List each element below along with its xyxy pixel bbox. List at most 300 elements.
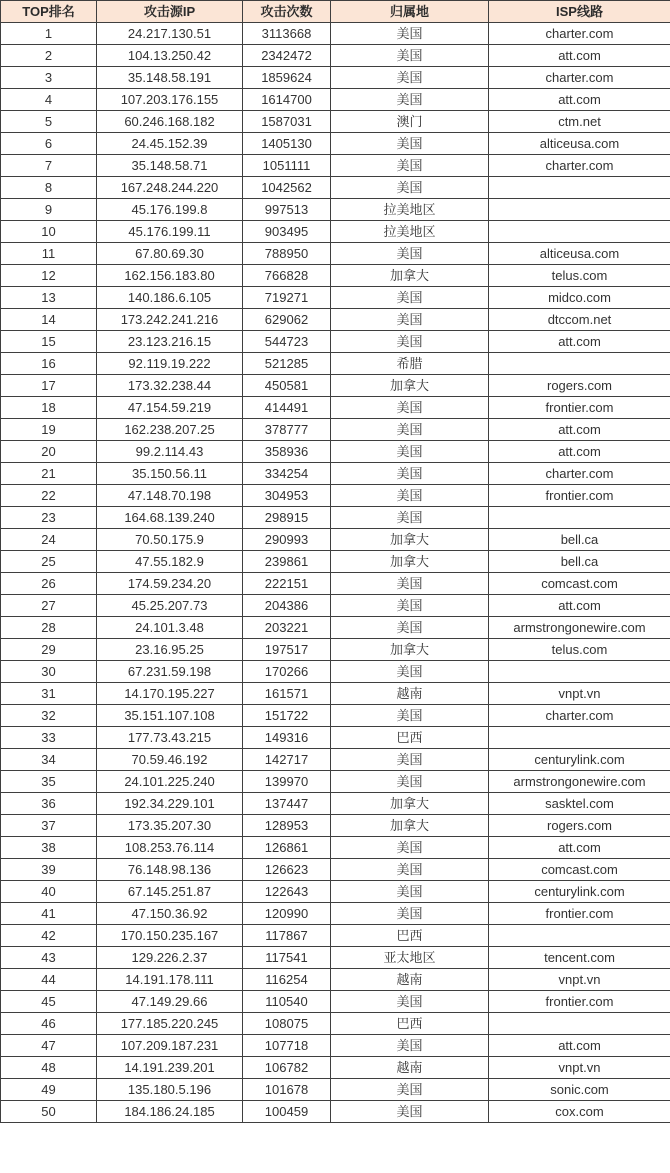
cell-ip: 108.253.76.114 [97, 837, 243, 859]
table-row [1, 529, 670, 551]
cell-count: 151722 [243, 705, 331, 727]
cell-isp [489, 177, 670, 199]
table-row [1, 859, 670, 881]
cell-region: 美国 [331, 441, 489, 463]
cell-isp: att.com [489, 45, 670, 67]
table-row [1, 661, 670, 683]
cell-ip: 174.59.234.20 [97, 573, 243, 595]
cell-rank: 14 [1, 309, 97, 331]
cell-rank: 21 [1, 463, 97, 485]
header-row [1, 1, 670, 23]
cell-isp [489, 199, 670, 221]
cell-ip: 47.154.59.219 [97, 397, 243, 419]
cell-ip: 45.25.207.73 [97, 595, 243, 617]
cell-ip: 99.2.114.43 [97, 441, 243, 463]
cell-region: 越南 [331, 683, 489, 705]
cell-ip: 60.246.168.182 [97, 111, 243, 133]
cell-isp: charter.com [489, 23, 670, 45]
column-header-ip: 攻击源IP [97, 1, 243, 23]
cell-region: 美国 [331, 133, 489, 155]
cell-count: 128953 [243, 815, 331, 837]
table-row [1, 221, 670, 243]
cell-rank: 9 [1, 199, 97, 221]
cell-count: 142717 [243, 749, 331, 771]
table-row [1, 925, 670, 947]
cell-ip: 45.176.199.11 [97, 221, 243, 243]
table-row [1, 155, 670, 177]
cell-isp: centurylink.com [489, 749, 670, 771]
cell-rank: 26 [1, 573, 97, 595]
table-row [1, 639, 670, 661]
cell-isp: vnpt.vn [489, 1057, 670, 1079]
table-row [1, 309, 670, 331]
cell-ip: 107.209.187.231 [97, 1035, 243, 1057]
cell-rank: 12 [1, 265, 97, 287]
cell-ip: 67.145.251.87 [97, 881, 243, 903]
cell-region: 美国 [331, 331, 489, 353]
cell-isp: bell.ca [489, 551, 670, 573]
cell-ip: 14.170.195.227 [97, 683, 243, 705]
table-row [1, 749, 670, 771]
cell-rank: 49 [1, 1079, 97, 1101]
cell-count: 544723 [243, 331, 331, 353]
cell-rank: 17 [1, 375, 97, 397]
table-row [1, 837, 670, 859]
table-row [1, 1013, 670, 1035]
cell-ip: 45.176.199.8 [97, 199, 243, 221]
cell-ip: 23.16.95.25 [97, 639, 243, 661]
cell-ip: 47.149.29.66 [97, 991, 243, 1013]
cell-ip: 170.150.235.167 [97, 925, 243, 947]
cell-ip: 35.150.56.11 [97, 463, 243, 485]
table-row [1, 45, 670, 67]
cell-ip: 24.101.225.240 [97, 771, 243, 793]
table-row [1, 617, 670, 639]
cell-ip: 76.148.98.136 [97, 859, 243, 881]
cell-isp: att.com [489, 837, 670, 859]
cell-isp: vnpt.vn [489, 683, 670, 705]
cell-rank: 31 [1, 683, 97, 705]
cell-region: 加拿大 [331, 529, 489, 551]
cell-isp: telus.com [489, 265, 670, 287]
cell-ip: 35.151.107.108 [97, 705, 243, 727]
cell-rank: 43 [1, 947, 97, 969]
cell-isp: charter.com [489, 155, 670, 177]
cell-isp: comcast.com [489, 573, 670, 595]
cell-rank: 27 [1, 595, 97, 617]
cell-region: 美国 [331, 595, 489, 617]
cell-region: 加拿大 [331, 815, 489, 837]
cell-rank: 19 [1, 419, 97, 441]
column-header-isp: ISP线路 [489, 1, 670, 23]
cell-rank: 38 [1, 837, 97, 859]
cell-ip: 70.50.175.9 [97, 529, 243, 551]
cell-rank: 7 [1, 155, 97, 177]
cell-count: 290993 [243, 529, 331, 551]
cell-region: 美国 [331, 89, 489, 111]
cell-count: 304953 [243, 485, 331, 507]
cell-region: 美国 [331, 881, 489, 903]
cell-count: 122643 [243, 881, 331, 903]
cell-isp: armstrongonewire.com [489, 771, 670, 793]
cell-region: 加拿大 [331, 265, 489, 287]
cell-count: 197517 [243, 639, 331, 661]
cell-count: 450581 [243, 375, 331, 397]
cell-ip: 14.191.178.111 [97, 969, 243, 991]
cell-ip: 177.185.220.245 [97, 1013, 243, 1035]
cell-ip: 162.238.207.25 [97, 419, 243, 441]
cell-ip: 173.35.207.30 [97, 815, 243, 837]
cell-count: 222151 [243, 573, 331, 595]
cell-isp: att.com [489, 419, 670, 441]
cell-rank: 11 [1, 243, 97, 265]
cell-rank: 28 [1, 617, 97, 639]
table-row [1, 485, 670, 507]
table-row [1, 551, 670, 573]
table-row [1, 441, 670, 463]
cell-region: 美国 [331, 463, 489, 485]
cell-region: 美国 [331, 67, 489, 89]
cell-count: 719271 [243, 287, 331, 309]
cell-isp [489, 661, 670, 683]
cell-isp: bell.ca [489, 529, 670, 551]
table-row [1, 903, 670, 925]
cell-isp: frontier.com [489, 397, 670, 419]
table-row [1, 111, 670, 133]
cell-rank: 47 [1, 1035, 97, 1057]
table-row [1, 573, 670, 595]
cell-region: 美国 [331, 507, 489, 529]
cell-rank: 24 [1, 529, 97, 551]
cell-isp: centurylink.com [489, 881, 670, 903]
cell-ip: 164.68.139.240 [97, 507, 243, 529]
table-row [1, 1035, 670, 1057]
table-row [1, 947, 670, 969]
cell-ip: 107.203.176.155 [97, 89, 243, 111]
cell-rank: 36 [1, 793, 97, 815]
cell-rank: 18 [1, 397, 97, 419]
cell-isp: alticeusa.com [489, 133, 670, 155]
cell-region: 美国 [331, 661, 489, 683]
table-row [1, 1079, 670, 1101]
cell-region: 美国 [331, 1101, 489, 1123]
cell-ip: 184.186.24.185 [97, 1101, 243, 1123]
cell-rank: 10 [1, 221, 97, 243]
cell-ip: 67.231.59.198 [97, 661, 243, 683]
cell-region: 巴西 [331, 727, 489, 749]
cell-ip: 177.73.43.215 [97, 727, 243, 749]
cell-isp: charter.com [489, 705, 670, 727]
cell-ip: 35.148.58.191 [97, 67, 243, 89]
cell-ip: 173.242.241.216 [97, 309, 243, 331]
cell-count: 903495 [243, 221, 331, 243]
cell-rank: 23 [1, 507, 97, 529]
cell-count: 2342472 [243, 45, 331, 67]
cell-rank: 45 [1, 991, 97, 1013]
cell-rank: 42 [1, 925, 97, 947]
cell-rank: 40 [1, 881, 97, 903]
cell-ip: 129.226.2.37 [97, 947, 243, 969]
cell-region: 美国 [331, 309, 489, 331]
cell-count: 1614700 [243, 89, 331, 111]
cell-ip: 47.55.182.9 [97, 551, 243, 573]
cell-count: 521285 [243, 353, 331, 375]
cell-count: 358936 [243, 441, 331, 463]
cell-isp: frontier.com [489, 485, 670, 507]
cell-count: 334254 [243, 463, 331, 485]
cell-count: 116254 [243, 969, 331, 991]
cell-rank: 34 [1, 749, 97, 771]
table-row [1, 793, 670, 815]
column-header-rank: TOP排名 [1, 1, 97, 23]
cell-rank: 35 [1, 771, 97, 793]
table-row [1, 815, 670, 837]
cell-ip: 23.123.216.15 [97, 331, 243, 353]
column-header-region: 归属地 [331, 1, 489, 23]
cell-rank: 44 [1, 969, 97, 991]
table-row [1, 199, 670, 221]
cell-region: 美国 [331, 749, 489, 771]
cell-count: 110540 [243, 991, 331, 1013]
cell-isp: att.com [489, 1035, 670, 1057]
cell-count: 204386 [243, 595, 331, 617]
cell-isp: frontier.com [489, 903, 670, 925]
cell-isp [489, 1013, 670, 1035]
cell-rank: 39 [1, 859, 97, 881]
cell-ip: 24.217.130.51 [97, 23, 243, 45]
cell-isp: dtccom.net [489, 309, 670, 331]
cell-count: 1587031 [243, 111, 331, 133]
cell-region: 巴西 [331, 925, 489, 947]
cell-isp: att.com [489, 89, 670, 111]
cell-rank: 46 [1, 1013, 97, 1035]
cell-count: 629062 [243, 309, 331, 331]
cell-isp [489, 353, 670, 375]
cell-isp [489, 507, 670, 529]
table-row [1, 991, 670, 1013]
cell-count: 239861 [243, 551, 331, 573]
cell-region: 澳门 [331, 111, 489, 133]
cell-region: 美国 [331, 903, 489, 925]
cell-region: 拉美地区 [331, 199, 489, 221]
cell-rank: 8 [1, 177, 97, 199]
table-row [1, 683, 670, 705]
cell-region: 加拿大 [331, 793, 489, 815]
cell-rank: 29 [1, 639, 97, 661]
cell-region: 美国 [331, 419, 489, 441]
cell-isp: comcast.com [489, 859, 670, 881]
cell-ip: 70.59.46.192 [97, 749, 243, 771]
cell-region: 美国 [331, 1079, 489, 1101]
cell-region: 美国 [331, 573, 489, 595]
cell-rank: 50 [1, 1101, 97, 1123]
cell-isp: armstrongonewire.com [489, 617, 670, 639]
cell-region: 美国 [331, 1035, 489, 1057]
column-header-count: 攻击次数 [243, 1, 331, 23]
cell-region: 巴西 [331, 1013, 489, 1035]
cell-count: 108075 [243, 1013, 331, 1035]
cell-ip: 173.32.238.44 [97, 375, 243, 397]
cell-count: 298915 [243, 507, 331, 529]
cell-rank: 4 [1, 89, 97, 111]
cell-region: 美国 [331, 177, 489, 199]
cell-ip: 67.80.69.30 [97, 243, 243, 265]
cell-count: 117541 [243, 947, 331, 969]
cell-isp: telus.com [489, 639, 670, 661]
cell-count: 100459 [243, 1101, 331, 1123]
cell-region: 美国 [331, 859, 489, 881]
table-row [1, 243, 670, 265]
cell-isp [489, 221, 670, 243]
cell-count: 997513 [243, 199, 331, 221]
cell-ip: 162.156.183.80 [97, 265, 243, 287]
table-row [1, 463, 670, 485]
cell-isp: att.com [489, 331, 670, 353]
cell-count: 149316 [243, 727, 331, 749]
table-row [1, 287, 670, 309]
cell-isp: rogers.com [489, 815, 670, 837]
table-row [1, 1057, 670, 1079]
cell-ip: 24.45.152.39 [97, 133, 243, 155]
cell-region: 越南 [331, 969, 489, 991]
cell-isp: rogers.com [489, 375, 670, 397]
cell-region: 美国 [331, 287, 489, 309]
cell-isp: sasktel.com [489, 793, 670, 815]
table-row [1, 265, 670, 287]
cell-count: 766828 [243, 265, 331, 287]
table-row [1, 397, 670, 419]
table-row [1, 375, 670, 397]
cell-region: 美国 [331, 155, 489, 177]
cell-region: 美国 [331, 991, 489, 1013]
cell-region: 美国 [331, 45, 489, 67]
cell-count: 126623 [243, 859, 331, 881]
cell-ip: 167.248.244.220 [97, 177, 243, 199]
cell-ip: 92.119.19.222 [97, 353, 243, 375]
table-row [1, 507, 670, 529]
cell-count: 3113668 [243, 23, 331, 45]
cell-ip: 104.13.250.42 [97, 45, 243, 67]
table-row [1, 177, 670, 199]
cell-isp: ctm.net [489, 111, 670, 133]
cell-region: 希腊 [331, 353, 489, 375]
cell-count: 203221 [243, 617, 331, 639]
cell-count: 1051111 [243, 155, 331, 177]
table-row [1, 1101, 670, 1123]
cell-rank: 5 [1, 111, 97, 133]
cell-region: 亚太地区 [331, 947, 489, 969]
table-row [1, 67, 670, 89]
cell-region: 拉美地区 [331, 221, 489, 243]
cell-region: 美国 [331, 705, 489, 727]
cell-count: 117867 [243, 925, 331, 947]
cell-isp: vnpt.vn [489, 969, 670, 991]
cell-region: 美国 [331, 397, 489, 419]
cell-rank: 6 [1, 133, 97, 155]
cell-isp: frontier.com [489, 991, 670, 1013]
cell-ip: 47.150.36.92 [97, 903, 243, 925]
cell-rank: 25 [1, 551, 97, 573]
table-row [1, 331, 670, 353]
table-row [1, 771, 670, 793]
table-row [1, 705, 670, 727]
table-row [1, 727, 670, 749]
cell-isp: sonic.com [489, 1079, 670, 1101]
cell-isp: tencent.com [489, 947, 670, 969]
cell-count: 120990 [243, 903, 331, 925]
table-row [1, 595, 670, 617]
table-row [1, 419, 670, 441]
cell-region: 加拿大 [331, 375, 489, 397]
cell-isp: charter.com [489, 463, 670, 485]
cell-rank: 48 [1, 1057, 97, 1079]
cell-ip: 135.180.5.196 [97, 1079, 243, 1101]
cell-rank: 33 [1, 727, 97, 749]
cell-rank: 32 [1, 705, 97, 727]
table-row [1, 881, 670, 903]
cell-count: 161571 [243, 683, 331, 705]
cell-region: 美国 [331, 23, 489, 45]
cell-ip: 35.148.58.71 [97, 155, 243, 177]
cell-region: 美国 [331, 771, 489, 793]
cell-ip: 140.186.6.105 [97, 287, 243, 309]
cell-isp: alticeusa.com [489, 243, 670, 265]
cell-count: 101678 [243, 1079, 331, 1101]
table-row [1, 353, 670, 375]
cell-ip: 14.191.239.201 [97, 1057, 243, 1079]
cell-isp: charter.com [489, 67, 670, 89]
cell-rank: 3 [1, 67, 97, 89]
cell-count: 139970 [243, 771, 331, 793]
cell-count: 1042562 [243, 177, 331, 199]
cell-isp [489, 925, 670, 947]
cell-count: 414491 [243, 397, 331, 419]
cell-count: 170266 [243, 661, 331, 683]
cell-region: 美国 [331, 243, 489, 265]
cell-count: 788950 [243, 243, 331, 265]
cell-rank: 22 [1, 485, 97, 507]
table-row [1, 969, 670, 991]
cell-region: 加拿大 [331, 639, 489, 661]
cell-rank: 41 [1, 903, 97, 925]
cell-rank: 2 [1, 45, 97, 67]
cell-ip: 47.148.70.198 [97, 485, 243, 507]
cell-region: 加拿大 [331, 551, 489, 573]
cell-count: 107718 [243, 1035, 331, 1057]
cell-ip: 192.34.229.101 [97, 793, 243, 815]
cell-region: 美国 [331, 837, 489, 859]
cell-rank: 30 [1, 661, 97, 683]
cell-count: 1405130 [243, 133, 331, 155]
cell-region: 美国 [331, 617, 489, 639]
cell-rank: 37 [1, 815, 97, 837]
cell-region: 越南 [331, 1057, 489, 1079]
cell-rank: 15 [1, 331, 97, 353]
cell-count: 106782 [243, 1057, 331, 1079]
cell-region: 美国 [331, 485, 489, 507]
cell-count: 126861 [243, 837, 331, 859]
cell-count: 1859624 [243, 67, 331, 89]
cell-isp: cox.com [489, 1101, 670, 1123]
cell-count: 378777 [243, 419, 331, 441]
cell-isp: att.com [489, 595, 670, 617]
table-row [1, 89, 670, 111]
table-row [1, 133, 670, 155]
cell-rank: 13 [1, 287, 97, 309]
cell-rank: 1 [1, 23, 97, 45]
cell-rank: 16 [1, 353, 97, 375]
cell-count: 137447 [243, 793, 331, 815]
